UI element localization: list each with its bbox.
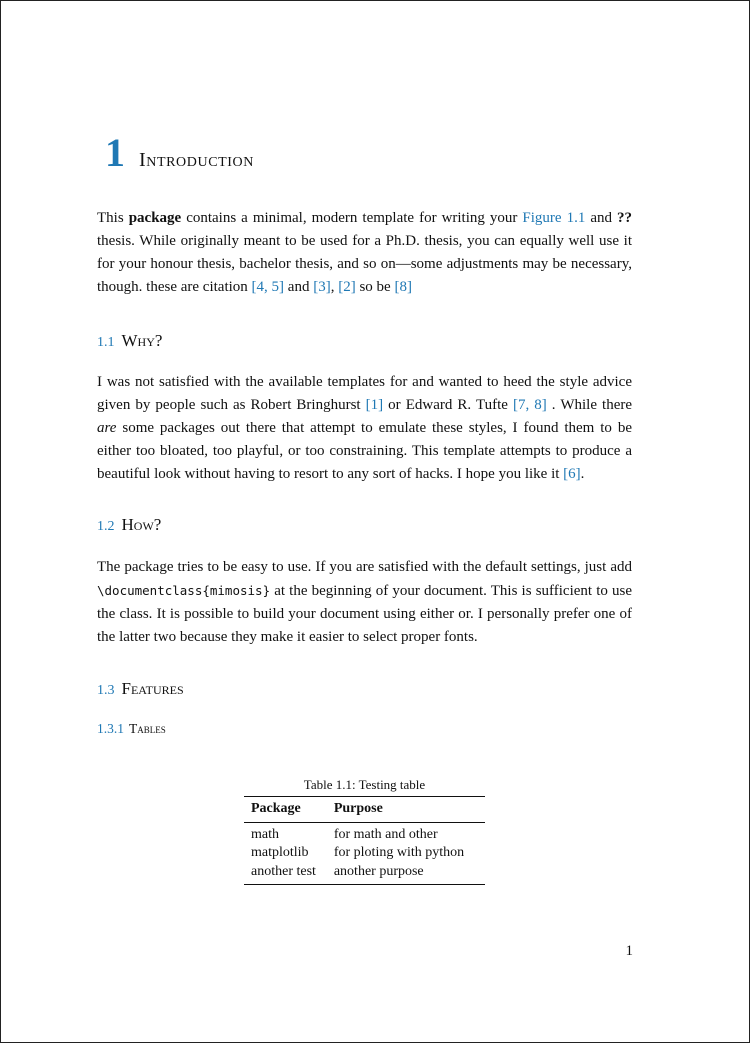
table-row [244,822,485,844]
table-row [244,844,485,863]
table-cell: matplotlib [251,845,309,860]
table-header-row [244,797,485,823]
column-header: Purpose [333,801,383,816]
table-cell: another test [251,863,316,879]
table-row [244,863,485,885]
how-paragraph: The package tries to be easy to use. If you are satisfied with the default settings, just add \documentclass{mimosis} at the beginning of your document. This is sufficient to use the class. It is possible to build your document using either or. I personally prefer one of the latter two because they make it easier to select proper fonts. [97,559,632,646]
citation-link[interactable]: [1] [365,397,384,414]
intro-paragraph: This package contains a minimal, modern template for writing your Figure 1.1 and ?? thesis. While originally meant to be used for a Ph.D. thesis, you can equally well use it for your honour thesis, bachelor thesis, and so on—some adjustments may be necessary, though. these are citation [4, 5] and [3], [2] so be [8] [97,210,632,296]
citation-link[interactable]: [3] [313,279,331,296]
citation-link[interactable]: [2] [338,279,356,296]
chapter-number: 1 [105,130,125,175]
citation-link[interactable]: 8 [534,397,542,414]
testing-table [244,796,485,885]
section-title: How? [121,515,162,534]
section-heading-features [97,679,184,699]
section-number: 1.1 [97,335,115,350]
package-bold: package [128,210,182,226]
table-cell: another purpose [333,863,424,879]
table-cell: for math and other [333,826,438,842]
citation-link[interactable]: [8] [394,279,412,296]
chapter-heading [105,130,254,175]
citation-link[interactable]: 4 [256,279,265,296]
subsection-title: Tables [129,721,166,736]
citation-link[interactable]: 5 [271,279,280,296]
subsection-heading-tables [97,721,166,737]
page-number: 1 [625,943,633,959]
table-cell: math [251,826,279,842]
code-snippet: \documentclass{mimosis} [97,583,271,599]
citation-link[interactable]: 7 [517,397,526,414]
section-heading-how [97,515,161,535]
section-number: 1.3 [97,683,115,698]
figure-link[interactable]: Figure 1.1 [522,210,586,226]
column-header: Package [251,801,301,816]
chapter-title: Introduction [139,149,254,171]
table-cell: for ploting with python [333,845,465,860]
citation-link[interactable]: [6] [563,466,581,483]
citation-link: [4, 5] [251,279,285,296]
emphasis-are: are [97,420,117,437]
table-caption: Table 1.1: Testing table [303,777,426,792]
why-paragraph: I was not satisfied with the available templates for and wanted to heed the style advice given by people such as Robert Bringhurst [1] or Edward R. Tufte [7, 8] . While there are some packages out there that attempt to emulate these styles, I found them to be either too bloated, too playful, or too constraining. This template attempts to produce a beautiful look without having to resort to any sort of hacks. I hope you like it [6]. [97,374,632,483]
section-number: 1.2 [97,519,115,534]
citation-link: [7, 8] [512,397,547,414]
section-title: Why? [121,331,163,350]
missing-ref: ?? [617,210,632,226]
section-heading-why [97,331,162,351]
subsection-number: 1.3.1 [97,721,124,736]
section-title: Features [121,679,184,698]
